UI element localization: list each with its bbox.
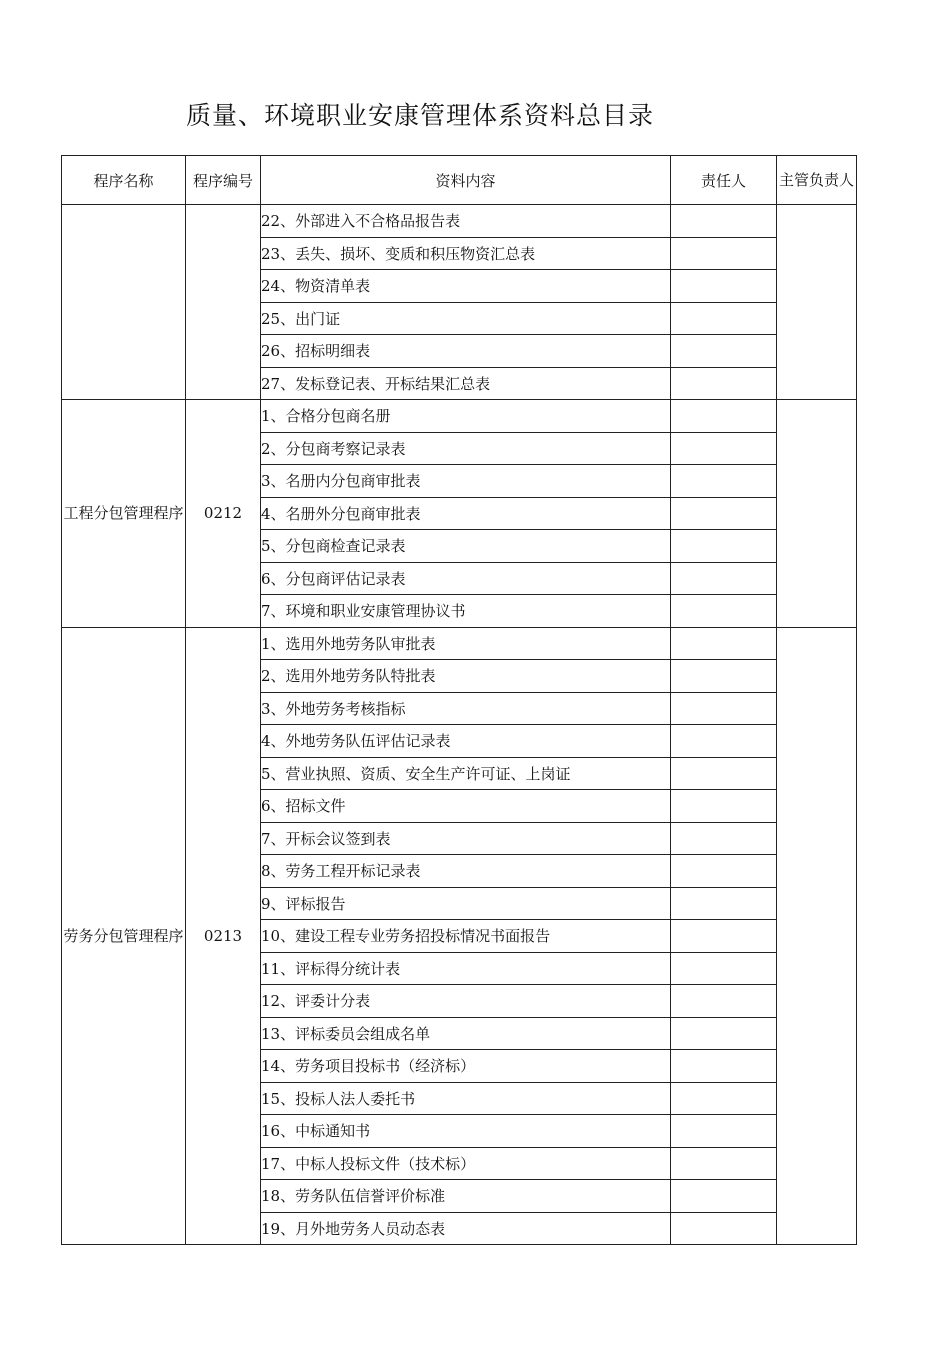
header-manager: 主管负责人 — [777, 156, 857, 205]
content-item-cell: 25、出门证 — [261, 302, 671, 335]
owner-cell — [671, 465, 777, 498]
header-procedure-code: 程序编号 — [186, 156, 261, 205]
catalog-body — [62, 205, 857, 1245]
owner-cell — [671, 790, 777, 823]
content-item-cell: 8、劳务工程开标记录表 — [261, 855, 671, 888]
content-item-cell: 22、外部进入不合格品报告表 — [261, 205, 671, 238]
owner-cell — [671, 497, 777, 530]
owner-cell — [671, 530, 777, 563]
content-item-cell: 27、发标登记表、开标结果汇总表 — [261, 367, 671, 400]
content-item-cell: 2、分包商考察记录表 — [261, 432, 671, 465]
content-item-cell: 1、合格分包商名册 — [261, 400, 671, 433]
manager-cell — [777, 205, 857, 400]
content-item-cell: 5、营业执照、资质、安全生产许可证、上岗证 — [261, 757, 671, 790]
table-row — [62, 205, 857, 238]
owner-cell — [671, 432, 777, 465]
owner-cell — [671, 660, 777, 693]
owner-cell — [671, 367, 777, 400]
header-procedure-name: 程序名称 — [62, 156, 186, 205]
owner-cell — [671, 855, 777, 888]
owner-cell — [671, 757, 777, 790]
table-row — [62, 400, 857, 433]
owner-cell — [671, 270, 777, 303]
content-item-cell: 10、建设工程专业劳务招投标情况书面报告 — [261, 920, 671, 953]
content-item-cell: 18、劳务队伍信誉评价标准 — [261, 1180, 671, 1213]
procedure-name-cell — [62, 205, 186, 400]
content-item-cell: 23、丢失、损坏、变质和积压物资汇总表 — [261, 237, 671, 270]
owner-cell — [671, 627, 777, 660]
content-item-cell: 2、选用外地劳务队特批表 — [261, 660, 671, 693]
content-item-cell: 12、评委计分表 — [261, 985, 671, 1018]
owner-cell — [671, 335, 777, 368]
content-item-cell: 13、评标委员会组成名单 — [261, 1017, 671, 1050]
owner-cell — [671, 1017, 777, 1050]
content-item-cell: 1、选用外地劳务队审批表 — [261, 627, 671, 660]
content-item-cell: 5、分包商检查记录表 — [261, 530, 671, 563]
procedure-code-cell: 0213 — [186, 627, 261, 1245]
owner-cell — [671, 1212, 777, 1245]
owner-cell — [671, 302, 777, 335]
content-item-cell: 4、名册外分包商审批表 — [261, 497, 671, 530]
content-item-cell: 14、劳务项目投标书（经济标） — [261, 1050, 671, 1083]
catalog-table — [61, 155, 857, 1245]
content-item-cell: 6、招标文件 — [261, 790, 671, 823]
content-item-cell: 15、投标人法人委托书 — [261, 1082, 671, 1115]
document-title: 质量、环境职业安康管理体系资料总目录 — [185, 101, 654, 130]
procedure-name-cell: 工程分包管理程序 — [62, 400, 186, 628]
owner-cell — [671, 725, 777, 758]
content-item-cell: 6、分包商评估记录表 — [261, 562, 671, 595]
table-row — [62, 627, 857, 660]
content-item-cell: 3、外地劳务考核指标 — [261, 692, 671, 725]
owner-cell — [671, 920, 777, 953]
content-item-cell: 7、环境和职业安康管理协议书 — [261, 595, 671, 628]
owner-cell — [671, 562, 777, 595]
owner-cell — [671, 1147, 777, 1180]
manager-cell — [777, 400, 857, 628]
owner-cell — [671, 400, 777, 433]
content-item-cell: 11、评标得分统计表 — [261, 952, 671, 985]
owner-cell — [671, 1115, 777, 1148]
owner-cell — [671, 692, 777, 725]
procedure-code-cell: 0212 — [186, 400, 261, 628]
owner-cell — [671, 595, 777, 628]
header-owner: 责任人 — [671, 156, 777, 205]
header-content: 资料内容 — [261, 156, 671, 205]
owner-cell — [671, 1082, 777, 1115]
owner-cell — [671, 985, 777, 1018]
owner-cell — [671, 237, 777, 270]
procedure-name-cell: 劳务分包管理程序 — [62, 627, 186, 1245]
owner-cell — [671, 1180, 777, 1213]
content-item-cell: 19、月外地劳务人员动态表 — [261, 1212, 671, 1245]
owner-cell — [671, 952, 777, 985]
manager-cell — [777, 627, 857, 1245]
procedure-code-cell — [186, 205, 261, 400]
owner-cell — [671, 205, 777, 238]
content-item-cell: 17、中标人投标文件（技术标） — [261, 1147, 671, 1180]
content-item-cell: 16、中标通知书 — [261, 1115, 671, 1148]
content-item-cell: 9、评标报告 — [261, 887, 671, 920]
owner-cell — [671, 887, 777, 920]
content-item-cell: 7、开标会议签到表 — [261, 822, 671, 855]
content-item-cell: 26、招标明细表 — [261, 335, 671, 368]
content-item-cell: 24、物资清单表 — [261, 270, 671, 303]
content-item-cell: 4、外地劳务队伍评估记录表 — [261, 725, 671, 758]
header-row — [62, 156, 857, 205]
owner-cell — [671, 822, 777, 855]
content-item-cell: 3、名册内分包商审批表 — [261, 465, 671, 498]
owner-cell — [671, 1050, 777, 1083]
